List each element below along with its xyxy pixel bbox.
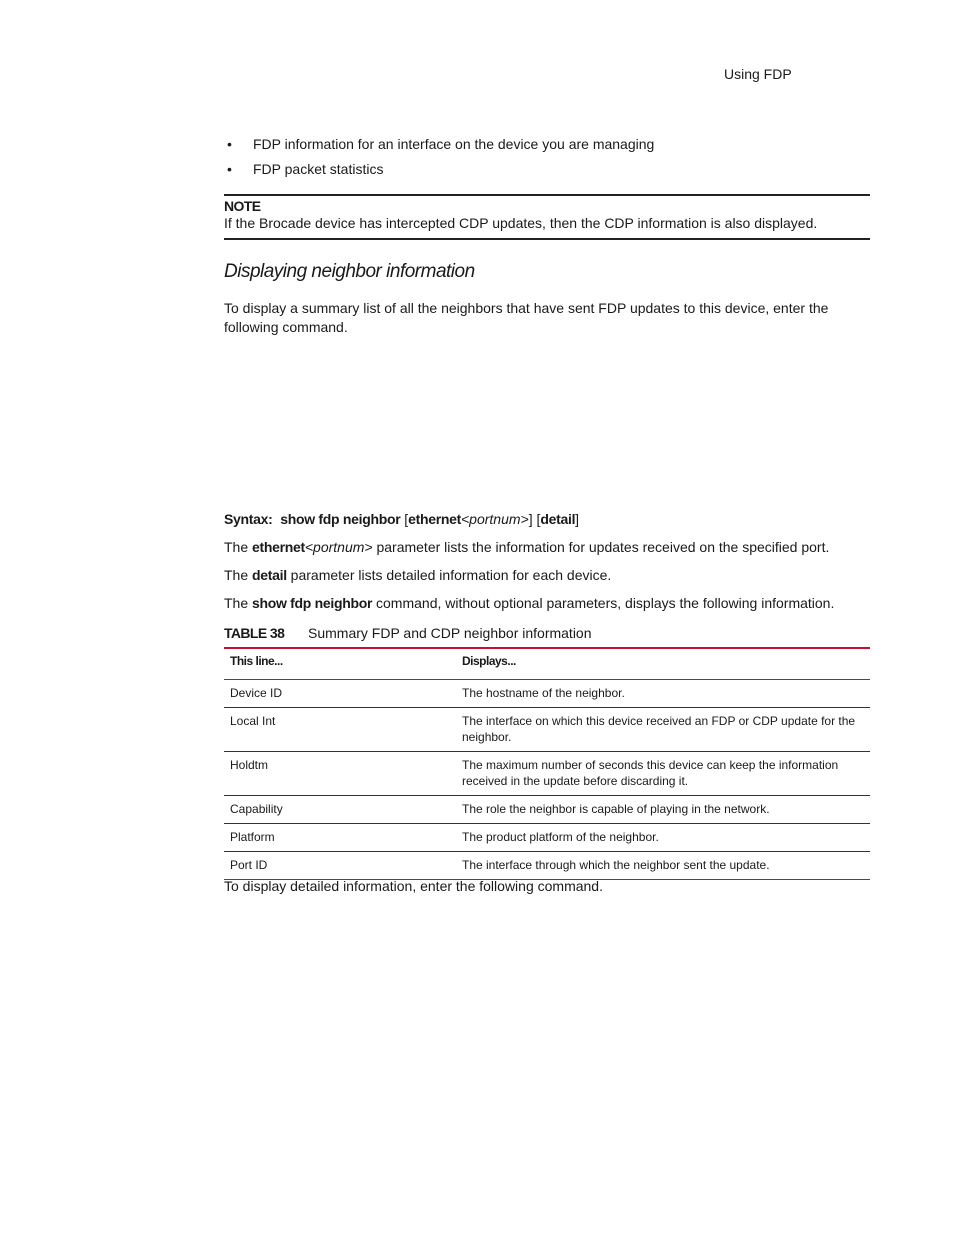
table-cell: The interface through which the neighbor sent the update. <box>462 858 770 872</box>
list-item-text: FDP packet statistics <box>253 161 384 177</box>
text-run: The <box>224 539 253 555</box>
list-item-text: FDP information for an interface on the device you are managing <box>253 136 655 152</box>
table-title: Summary FDP and CDP neighbor information <box>308 625 592 641</box>
neighbor-info-table <box>224 647 870 880</box>
syntax-bracket: ] <box>575 511 580 527</box>
syntax-bracket: ] [ <box>528 511 541 527</box>
section-heading: Displaying neighbor information <box>224 261 475 282</box>
bullet-list <box>224 135 870 185</box>
table-cell: The maximum number of seconds this device can keep the information received in the update before discarding it. <box>462 758 839 788</box>
keyword: show fdp neighbor <box>252 595 373 611</box>
running-header: Using FDP <box>724 66 792 82</box>
argument: <portnum> <box>304 539 373 555</box>
text-run: command, without optional parameters, displays the following information. <box>372 595 835 611</box>
keyword: detail <box>252 567 287 583</box>
table-row <box>224 752 870 796</box>
text-run: The <box>224 567 253 583</box>
list-item <box>224 160 870 185</box>
table-caption <box>224 625 592 641</box>
column-header: This line... <box>230 654 283 668</box>
note-text: If the Brocade device has intercepted CDP updates, then the CDP information is also displayed. <box>224 215 818 231</box>
table-cell: Local Int <box>230 714 276 728</box>
table-row <box>224 680 870 708</box>
table-row <box>224 824 870 852</box>
table-cell: Holdtm <box>230 758 269 772</box>
text-run: parameter lists the information for updates received on the specified port. <box>372 539 830 555</box>
note-label: NOTE <box>224 198 261 214</box>
syntax-bracket: [ <box>400 511 409 527</box>
keyword: ethernet <box>252 539 305 555</box>
text-run: The <box>224 595 253 611</box>
syntax-detail: detail <box>540 511 576 527</box>
syntax-ethernet: ethernet <box>408 511 461 527</box>
text-run: parameter lists detailed information for each device. <box>286 567 612 583</box>
table-header-row <box>224 648 870 680</box>
syntax-label: Syntax: <box>224 511 273 527</box>
param-detail-desc <box>224 566 874 585</box>
table-cell: The role the neighbor is capable of playing in the network. <box>462 802 770 816</box>
list-item <box>224 135 870 160</box>
note-top-rule <box>224 194 870 196</box>
table-cell: The interface on which this device received an FDP or CDP update for the neighbor. <box>462 714 856 744</box>
section-intro: To display a summary list of all the neighbors that have sent FDP updates to this device, enter the following command. <box>224 300 829 335</box>
bullet-icon: • <box>227 161 232 177</box>
note-bottom-rule <box>224 238 870 240</box>
column-header: Displays... <box>462 654 516 668</box>
table-number: TABLE 38 <box>224 625 285 641</box>
table-row <box>224 796 870 824</box>
syntax-line <box>224 510 874 529</box>
table-row <box>224 852 870 880</box>
param-ethernet-desc <box>224 538 874 557</box>
closing-paragraph: To display detailed information, enter the following command. <box>224 878 603 894</box>
table-row <box>224 708 870 752</box>
table-cell: Platform <box>230 830 275 844</box>
table-cell: Port ID <box>230 858 268 872</box>
table-cell: Device ID <box>230 686 283 700</box>
command-desc <box>224 594 874 613</box>
syntax-portnum: <portnum> <box>461 511 529 527</box>
table-cell: The product platform of the neighbor. <box>462 830 659 844</box>
table-cell: The hostname of the neighbor. <box>462 686 625 700</box>
bullet-icon: • <box>227 136 232 152</box>
table-cell: Capability <box>230 802 283 816</box>
syntax-command: show fdp neighbor <box>280 511 401 527</box>
